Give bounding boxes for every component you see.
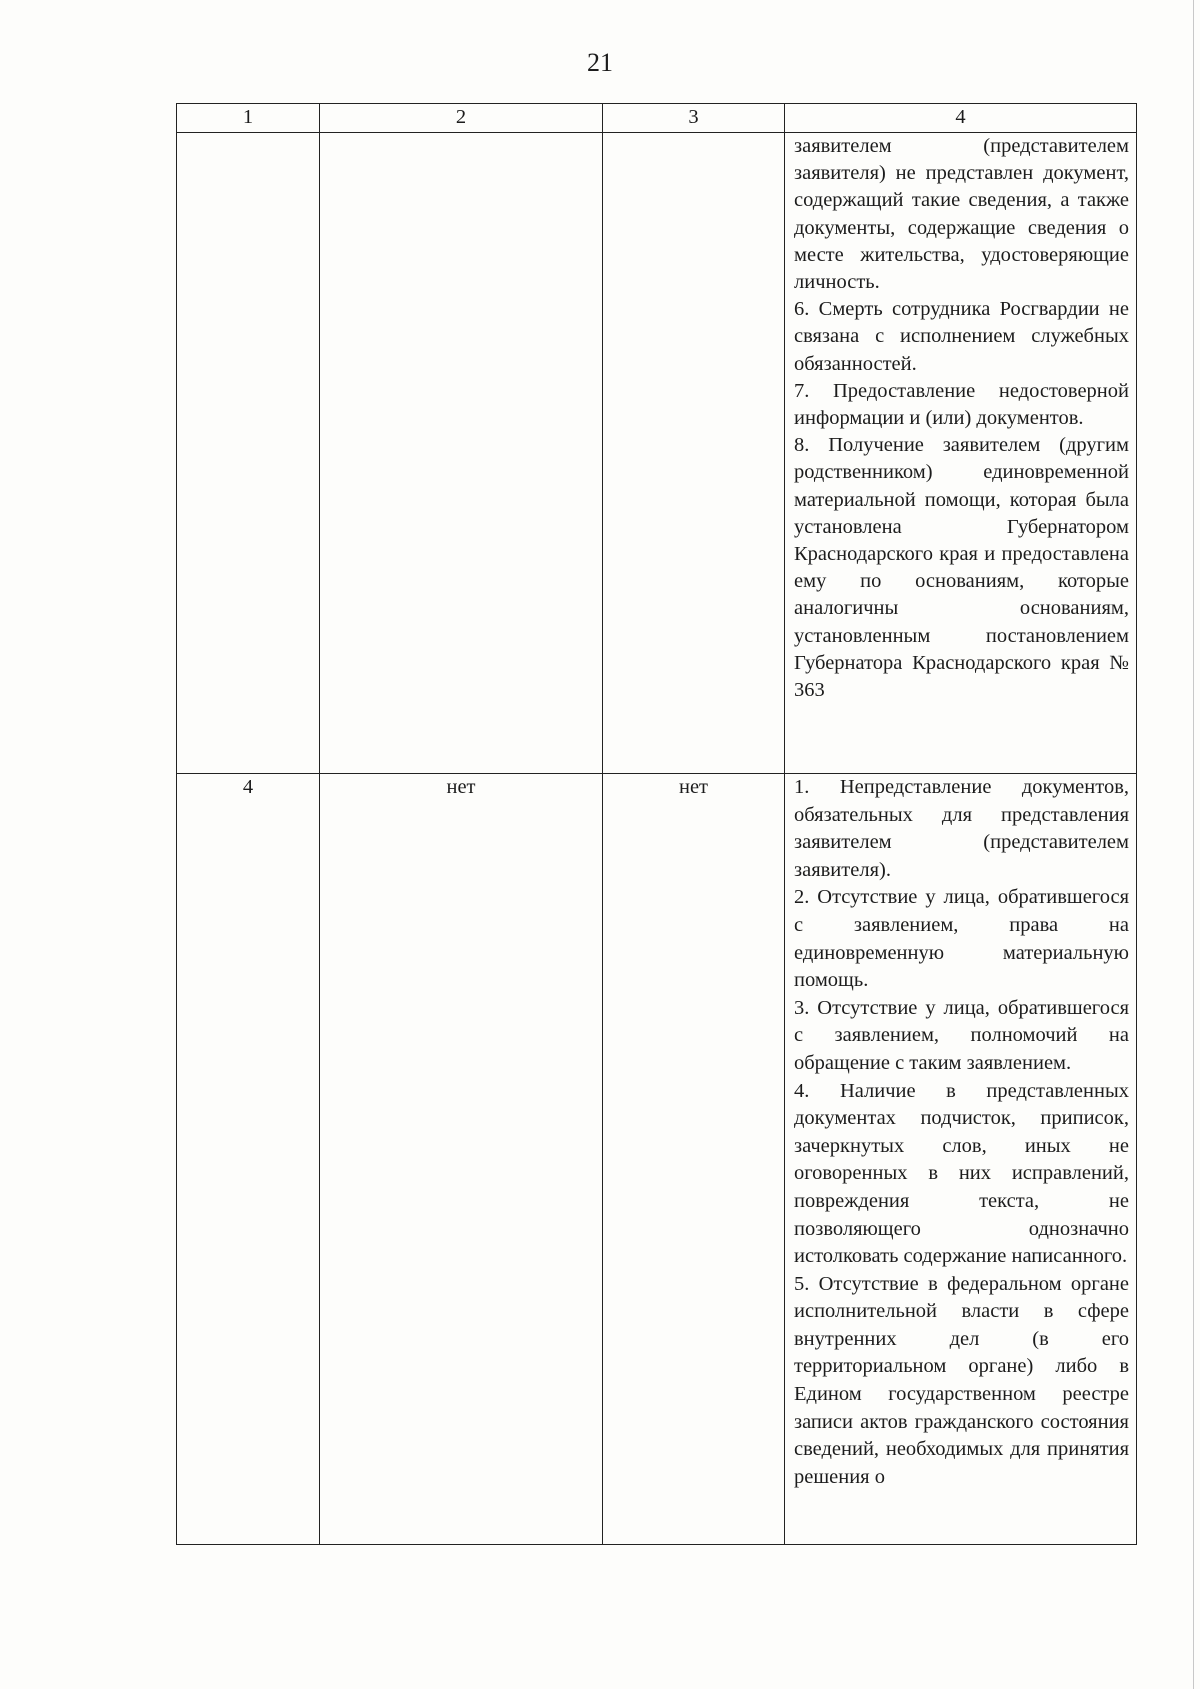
row2-col1: 4: [177, 774, 320, 1545]
paragraph: 4. Наличие в представленных документах подчисток, приписок, зачеркнутых слов, иных не оговоренных в них исправлений, повреждения текста, не позволяющего однозначно истолковать содержание написанного.: [794, 1079, 1129, 1268]
paragraph: 6. Смерть сотрудника Росгвардии не связана с исполнением служебных обязанностей.: [794, 298, 1129, 375]
row1-col1: [177, 133, 320, 774]
scan-edge-line: [1193, 0, 1194, 1689]
paragraph: 3. Отсутствие у лица, обратившегося с заявлением, полномочий на обращение с таким заявлением.: [794, 996, 1129, 1074]
row2-col2: нет: [320, 774, 603, 1545]
row2-col4: [785, 774, 1137, 1545]
paragraph: 8. Получение заявителем (другим родственником) единовременной материальной помощи, которая была установлена Губернатором Краснодарского края и предоставлена ему по основаниям, которые аналогичны основаниям, установленным постановлением Губернатора Краснодарского края № 363: [794, 434, 1129, 702]
header-col-3: 3: [603, 104, 785, 133]
header-col-2: 2: [320, 104, 603, 133]
paragraph: 7. Предоставление недостоверной информации и (или) документов.: [794, 379, 1129, 430]
requirements-table: [176, 103, 1137, 1545]
table-row: [177, 133, 1137, 774]
row1-col4: [785, 133, 1137, 774]
paragraph: 1. Непредставление документов, обязательных для представления заявителем (представителем заявителя).: [794, 776, 1129, 881]
row1-col2: [320, 133, 603, 774]
row2-col3: нет: [603, 774, 785, 1545]
table-row: [177, 774, 1137, 1545]
page-number: 21: [587, 48, 613, 77]
header-col-4: 4: [785, 104, 1137, 133]
paragraph: заявителем (представителем заявителя) не представлен документ, содержащий такие сведения, а также документы, содержащие сведения о месте жительства, удостоверяющие личность.: [794, 135, 1129, 294]
row1-col3: [603, 133, 785, 774]
paragraph: 2. Отсутствие у лица, обратившегося с заявлением, права на единовременную материальную помощь.: [794, 886, 1129, 992]
header-col-1: 1: [177, 104, 320, 133]
paragraph: 5. Отсутствие в федеральном органе исполнительной власти в сфере внутренних дел (в его территориальном органе) либо в Едином государственном реестре записи актов гражданского состояния сведений, необходимых для принятия решения о: [794, 1272, 1129, 1488]
table-header-row: [177, 104, 1137, 133]
